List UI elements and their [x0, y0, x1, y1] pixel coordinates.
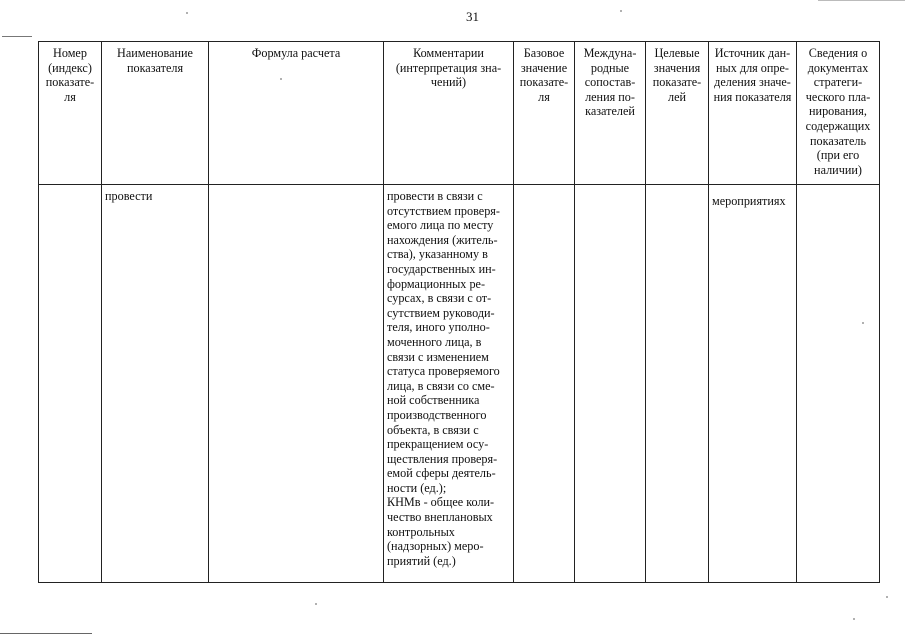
column-header-international: Междуна- родные сопостав- ления по- казателей — [575, 42, 646, 185]
cell-data-source: мероприятиях — [709, 185, 797, 583]
indicators-table — [38, 41, 880, 583]
cell-target-values — [646, 185, 709, 583]
scan-speck — [886, 596, 888, 598]
scan-edge-line — [0, 633, 92, 634]
cell-strategic-docs — [797, 185, 880, 583]
cell-comment: провести в связи с отсутствием проверя- емого лица по месту нахождения (житель- ства), указанному в государственных ин- формационных ре- сурсах, в связи с от- сутствием руководи- теля, иного уполно- моченного лица, в связи с изменением статуса проверяемого лица, в связи со сме- ной собственника производственного объекта, в связи с прекращением осу- ществления проверя- емой сферы деятель- ности (ед.); КНМв - общее коли- чество внеплановых контрольных (надзорных) меро- приятий (ед.) — [384, 185, 514, 583]
cell-name: провести — [102, 185, 209, 583]
column-header-comments: Комментарии (интерпретация зна- чений) — [384, 42, 514, 185]
cell-index — [39, 185, 102, 583]
table-row — [39, 185, 880, 583]
cell-base-value — [514, 185, 575, 583]
scan-speck — [620, 10, 622, 12]
scan-speck — [853, 618, 855, 620]
column-header-name: Наименование показателя — [102, 42, 209, 185]
column-header-target-values: Целевые значения показате- лей — [646, 42, 709, 185]
column-header-formula: Формула расчета — [209, 42, 384, 185]
column-header-strategic-docs: Сведения о документах стратеги- ческого пла- нирования, содержащих показатель (при его наличии) — [797, 42, 880, 185]
scan-speck — [315, 603, 317, 605]
scan-speck — [186, 12, 188, 14]
scan-speck — [862, 322, 864, 324]
column-header-data-source: Источник дан- ных для опре- деления значе- ния показателя — [709, 42, 797, 185]
cell-formula — [209, 185, 384, 583]
cell-international — [575, 185, 646, 583]
column-header-base-value: Базовое значение показате- ля — [514, 42, 575, 185]
scan-edge-line — [2, 36, 32, 37]
scan-speck — [280, 78, 282, 80]
scan-edge-line — [818, 0, 905, 1]
table-header-row — [39, 42, 880, 185]
column-header-index: Номер (индекс) показате- ля — [39, 42, 102, 185]
page-number: 31 — [466, 9, 479, 24]
